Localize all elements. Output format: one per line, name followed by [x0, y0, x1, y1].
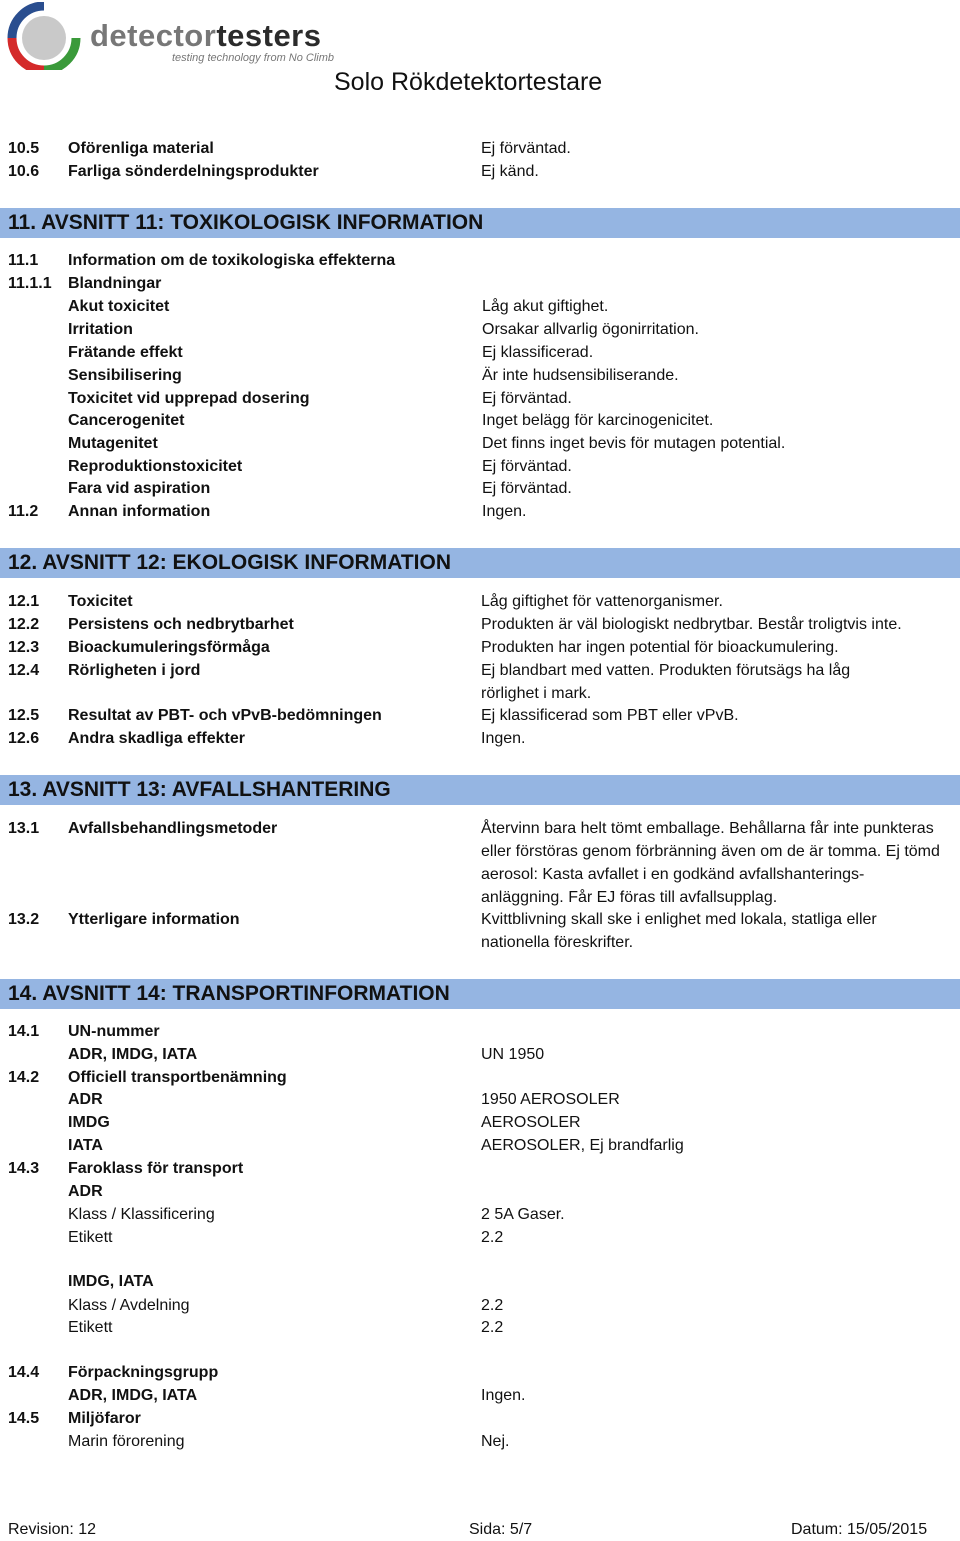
tox-item-value: Är inte hudsensibiliserande.	[482, 367, 679, 384]
row-label: Toxicitet	[68, 593, 133, 610]
transport-mode-label: ADR, IMDG, IATA	[68, 1387, 198, 1404]
row-value: Produkten har ingen potential för bioackumulering.	[481, 639, 839, 656]
tox-item-value: Ej förväntad.	[482, 458, 572, 475]
tox-item-value: Ej förväntad.	[482, 390, 572, 407]
row-value-10-6: Ej känd.	[481, 163, 539, 180]
row-label-14-3: Faroklass för transport	[68, 1160, 244, 1177]
tox-item-value: Det finns inget bevis för mutagen potential.	[482, 435, 786, 452]
transport-mode-label: IMDG, IATA	[68, 1273, 154, 1290]
row-num: 13.1	[8, 820, 40, 837]
row-label: Bioackumuleringsförmåga	[68, 639, 270, 656]
marine-pollutant-value: Nej.	[481, 1433, 510, 1450]
row-label-11-2: Annan information	[68, 503, 211, 520]
label-value: 2.2	[481, 1229, 504, 1246]
row-label: Avfallsbehandlingsmetoder	[68, 820, 278, 837]
un-number-value: UN 1950	[481, 1046, 545, 1063]
row-num-14-3: 14.3	[8, 1160, 40, 1177]
row-value: Återvinn bara helt tömt emballage. Behållarna får inte punkteras eller förstöras genom förbränning även om de är tomma. Ej tömd aerosol: Kasta avfallet i en godkänd avfallshanterings-anläggning. Får EJ föras till avfallsupplag.	[481, 820, 940, 906]
tox-item-value: Låg akut giftighet.	[482, 298, 609, 315]
row-num: 12.1	[8, 593, 40, 610]
section-11-heading: 11. AVSNITT 11: TOXIKOLOGISK INFORMATION	[0, 208, 960, 238]
shipping-name-value: 1950 AEROSOLER	[481, 1091, 620, 1108]
shipping-name-value: AEROSOLER, Ej brandfarlig	[481, 1137, 684, 1154]
row-value: Kvittblivning skall ske i enlighet med lokala, statliga eller nationella föreskrifter.	[481, 911, 877, 951]
row-label-14-2: Officiell transportbenämning	[68, 1069, 287, 1086]
row-label-10-6: Farliga sönderdelningsprodukter	[68, 163, 319, 180]
row-num-11-1: 11.1	[8, 252, 39, 269]
logo-mark	[4, 2, 84, 70]
row-num: 12.2	[8, 616, 40, 633]
tox-item-value: Ej klassificerad.	[482, 344, 594, 361]
row-value: Produkten är väl biologiskt nedbrytbar. Består troligtvis inte.	[481, 616, 902, 633]
row-label: Andra skadliga effekter	[68, 730, 245, 747]
tox-item-label: Cancerogenitet	[68, 412, 185, 429]
tox-item-label: Toxicitet vid upprepad dosering	[68, 390, 310, 407]
section-12-heading: 12. AVSNITT 12: EKOLOGISK INFORMATION	[0, 548, 960, 578]
row-num: 12.5	[8, 707, 40, 724]
row-num: 12.4	[8, 662, 40, 679]
row-num: 12.3	[8, 639, 40, 656]
shipping-name-value: AEROSOLER	[481, 1114, 581, 1131]
tox-item-value: Orsakar allvarlig ögonirritation.	[482, 321, 699, 338]
row-label: Ytterligare information	[68, 911, 240, 928]
row-num-10-6: 10.6	[8, 163, 40, 180]
class-value: 2 5A Gaser.	[481, 1206, 565, 1223]
label-value: 2.2	[481, 1319, 504, 1336]
transport-mode-label: IMDG	[68, 1114, 110, 1131]
row-value: Ingen.	[481, 730, 526, 747]
footer-revision: Revision: 12	[8, 1521, 97, 1538]
footer-page: Sida: 5/7	[469, 1521, 533, 1538]
label-label: Etikett	[68, 1319, 113, 1336]
document-title: Solo Rökdetektortestare	[334, 68, 603, 96]
packing-group-value: Ingen.	[481, 1387, 526, 1404]
tox-item-value: Ej förväntad.	[482, 480, 572, 497]
row-value-11-2: Ingen.	[482, 503, 527, 520]
logo-wordmark: detectortesters	[90, 18, 322, 53]
tox-item-label: Irritation	[68, 321, 133, 338]
tox-item-label: Mutagenitet	[68, 435, 158, 452]
class-value: 2.2	[481, 1297, 504, 1314]
tox-item-label: Frätande effekt	[68, 344, 183, 361]
class-label: Klass / Avdelning	[68, 1297, 190, 1314]
row-label-14-1: UN-nummer	[68, 1023, 160, 1040]
logo-tagline: testing technology from No Climb	[172, 52, 335, 64]
row-num-11-2: 11.2	[8, 503, 39, 520]
row-num-11-1-1: 11.1.1	[8, 275, 52, 292]
section-13-heading: 13. AVSNITT 13: AVFALLSHANTERING	[0, 775, 960, 805]
tox-item-label: Fara vid aspiration	[68, 480, 211, 497]
row-num-10-5: 10.5	[8, 140, 40, 157]
section-14-heading: 14. AVSNITT 14: TRANSPORTINFORMATION	[0, 979, 960, 1009]
row-num: 12.6	[8, 730, 40, 747]
row-label: Resultat av PBT- och vPvB-bedömningen	[68, 707, 382, 724]
row-label-11-1: Information om de toxikologiska effekterna	[68, 252, 396, 269]
tox-item-value: Inget belägg för karcinogenicitet.	[482, 412, 714, 429]
row-label-11-1-1: Blandningar	[68, 275, 162, 292]
footer-date: Datum: 15/05/2015	[791, 1521, 928, 1538]
row-value: Låg giftighet för vattenorganismer.	[481, 593, 723, 610]
row-label: Persistens och nedbrytbarhet	[68, 616, 294, 633]
row-value: Ej klassificerad som PBT eller vPvB.	[481, 707, 739, 724]
row-num-14-4: 14.4	[8, 1364, 40, 1381]
transport-mode-label: IATA	[68, 1137, 103, 1154]
label-label: Etikett	[68, 1229, 113, 1246]
row-num-14-5: 14.5	[8, 1410, 40, 1427]
tox-item-label: Akut toxicitet	[68, 298, 170, 315]
row-num: 13.2	[8, 911, 40, 928]
row-label-10-5: Oförenliga material	[68, 140, 214, 157]
row-value-10-5: Ej förväntad.	[481, 140, 571, 157]
transport-mode-label: ADR	[68, 1183, 103, 1200]
row-label-14-5: Miljöfaror	[68, 1410, 141, 1427]
tox-item-label: Reproduktionstoxicitet	[68, 458, 243, 475]
row-label-14-4: Förpackningsgrupp	[68, 1364, 219, 1381]
transport-mode-label: ADR	[68, 1091, 103, 1108]
row-value: Ej blandbart med vatten. Produkten förutsägs ha låg rörlighet i mark.	[481, 662, 851, 702]
tox-item-label: Sensibilisering	[68, 367, 182, 384]
marine-pollutant-label: Marin förorening	[68, 1433, 185, 1450]
transport-mode-label: ADR, IMDG, IATA	[68, 1046, 198, 1063]
row-label: Rörligheten i jord	[68, 662, 201, 679]
row-num-14-2: 14.2	[8, 1069, 40, 1086]
class-label: Klass / Klassificering	[68, 1206, 215, 1223]
row-num-14-1: 14.1	[8, 1023, 40, 1040]
